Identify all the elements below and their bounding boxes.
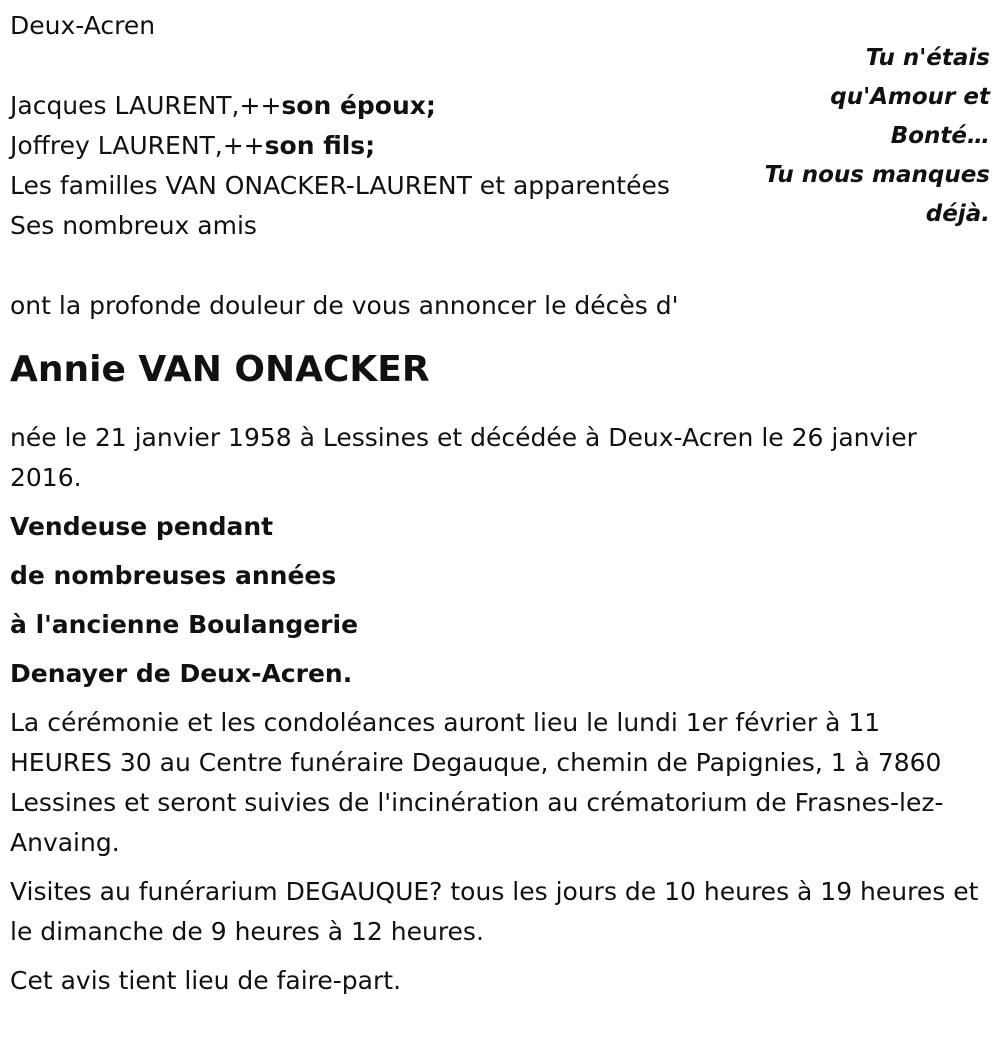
family-relatives: Les familles VAN ONACKER-LAURENT et apparentées [10, 171, 670, 200]
quote-line: qu'Amour et [830, 84, 990, 110]
career-line: à l'ancienne Boulangerie [10, 610, 359, 639]
husband-name: Jacques LAURENT,++ [10, 91, 282, 120]
son-role: son fils; [264, 131, 376, 160]
quote-line: Tu n'étais [865, 45, 990, 71]
deceased-name: Annie VAN ONACKER [10, 349, 430, 390]
career-line: de nombreuses années [10, 561, 337, 590]
memorial-quote [740, 39, 990, 234]
family-friends: Ses nombreux amis [10, 211, 257, 240]
son-name: Joffrey LAURENT,++ [10, 131, 265, 160]
ceremony-text: La cérémonie et les condoléances auront lieu le lundi 1er février à 11 HEURES 30 au Centre funéraire Degauque, chemin de Papignies, 1 à 7860 Lessines et seront suivies de l'incinération au crématorium de Frasnes-lez-Anvaing. [10, 708, 944, 857]
birth-death-text: née le 21 janvier 1958 à Lessines et décédée à Deux-Acren le 26 janvier 2016. [10, 423, 917, 492]
career-line: Vendeuse pendant [10, 512, 274, 541]
announcement-text: ont la profonde douleur de vous annoncer le décès d' [10, 291, 679, 320]
quote-line: déjà. [925, 201, 990, 227]
husband-role: son époux; [281, 91, 436, 120]
closing-text: Cet avis tient lieu de faire-part. [10, 966, 402, 995]
quote-line: Bonté… [890, 123, 990, 149]
location-text: Deux-Acren [10, 11, 156, 40]
career-line: Denayer de Deux-Acren. [10, 659, 353, 688]
visits-text: Visites au funérarium DEGAUQUE? tous les jours de 10 heures à 19 heures et le dimanche de 9 heures à 12 heures. [10, 877, 979, 946]
quote-line: Tu nous manques [764, 162, 990, 188]
